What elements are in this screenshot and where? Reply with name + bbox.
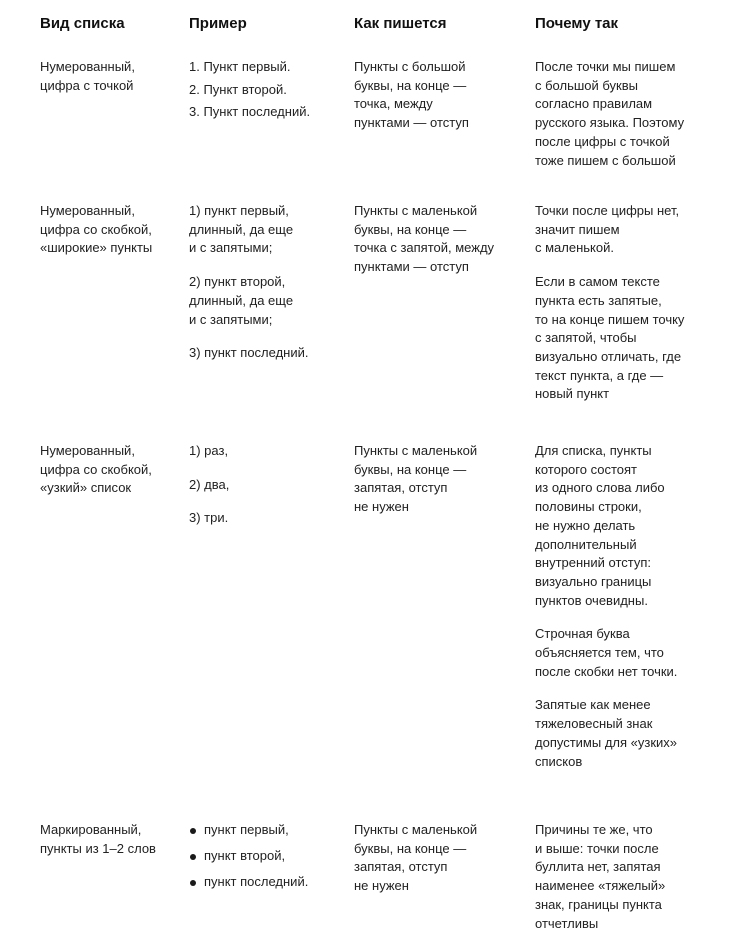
- bullet-item: [189, 847, 349, 866]
- row-kind: Маркированный, пункты из 1–2 слов: [40, 822, 156, 856]
- row-why: [535, 58, 720, 170]
- header-kind: Вид списка: [40, 15, 125, 32]
- why-paragraph: Если в самом тексте пункта есть запятые, то на конце пишем точку с запятой, чтобы визуально отличать, где текст пункта, а где — новый пункт: [535, 274, 685, 402]
- row-example: [189, 821, 349, 892]
- row-how: Пункты с большой буквы, на конце — точка, между пунктами — отступ: [354, 59, 469, 131]
- example-item: 3) три.: [189, 510, 229, 526]
- why-paragraph: Причины те же, что и выше: точки после буллита нет, запятая наименее «тяжелый» знак, границы пункта отчетливы: [535, 822, 666, 931]
- bullet-dot-icon: [190, 828, 196, 834]
- row-why: [535, 202, 720, 404]
- header-why: Почему так: [535, 15, 619, 32]
- why-paragraph: Запятые как менее тяжеловесный знак допустимы для «узких» списков: [535, 697, 678, 769]
- row-example: [189, 442, 349, 528]
- row-why: [535, 821, 720, 933]
- bullet-text: пункт второй,: [204, 848, 286, 864]
- row-kind: Нумерованный, цифра со скобкой, «узкий» список: [40, 443, 152, 496]
- bullet-item: [189, 821, 349, 840]
- row-how: Пункты с маленькой буквы, на конце — запятая, отступ не нужен: [354, 443, 478, 515]
- row-example: [189, 58, 349, 122]
- row-how: Пункты с маленькой буквы, на конце — запятая, отступ не нужен: [354, 822, 478, 894]
- why-paragraph: Точки после цифры нет, значит пишем с маленькой.: [535, 203, 680, 256]
- header-example: Пример: [189, 15, 247, 32]
- why-paragraph: Для списка, пункты которого состоят из одного слова либо половины строки, не нужно делать дополнительный внутренний отступ: визуально границы пунктов очевидны.: [535, 443, 665, 608]
- table-header: [0, 14, 730, 38]
- example-item: 2. Пункт второй.: [189, 81, 287, 97]
- example-item: 3) пункт последний.: [189, 345, 309, 361]
- example-item: 2) два,: [189, 476, 230, 492]
- example-item: 2) пункт второй, длинный, да еще и с запятыми;: [189, 274, 294, 327]
- row-example: [189, 202, 349, 363]
- example-item: 3. Пункт последний.: [189, 104, 311, 120]
- row-why: [535, 442, 720, 771]
- example-item: 1. Пункт первый.: [189, 59, 291, 74]
- example-item: 1) пункт первый, длинный, да еще и с запятыми;: [189, 203, 294, 256]
- example-item: 1) раз,: [189, 443, 229, 458]
- bullet-text: пункт первый,: [204, 822, 289, 837]
- header-how: Как пишется: [354, 15, 447, 32]
- bullet-dot-icon: [190, 854, 196, 860]
- row-kind: Нумерованный, цифра с точкой: [40, 59, 135, 93]
- why-paragraph: После точки мы пишем с большой буквы согласно правилам русского языка. Поэтому после цифры с точкой тоже пишем с большой: [535, 59, 685, 168]
- bullet-list: [189, 821, 349, 892]
- why-paragraph: Строчная буква объясняется тем, что после скобки нет точки.: [535, 626, 678, 679]
- bullet-item: [189, 873, 349, 892]
- row-kind: Нумерованный, цифра со скобкой, «широкие» пункты: [40, 203, 153, 256]
- row-how: Пункты с маленькой буквы, на конце — точка с запятой, между пунктами — отступ: [354, 203, 495, 275]
- bullet-dot-icon: [190, 880, 196, 886]
- bullet-text: пункт последний.: [204, 874, 309, 890]
